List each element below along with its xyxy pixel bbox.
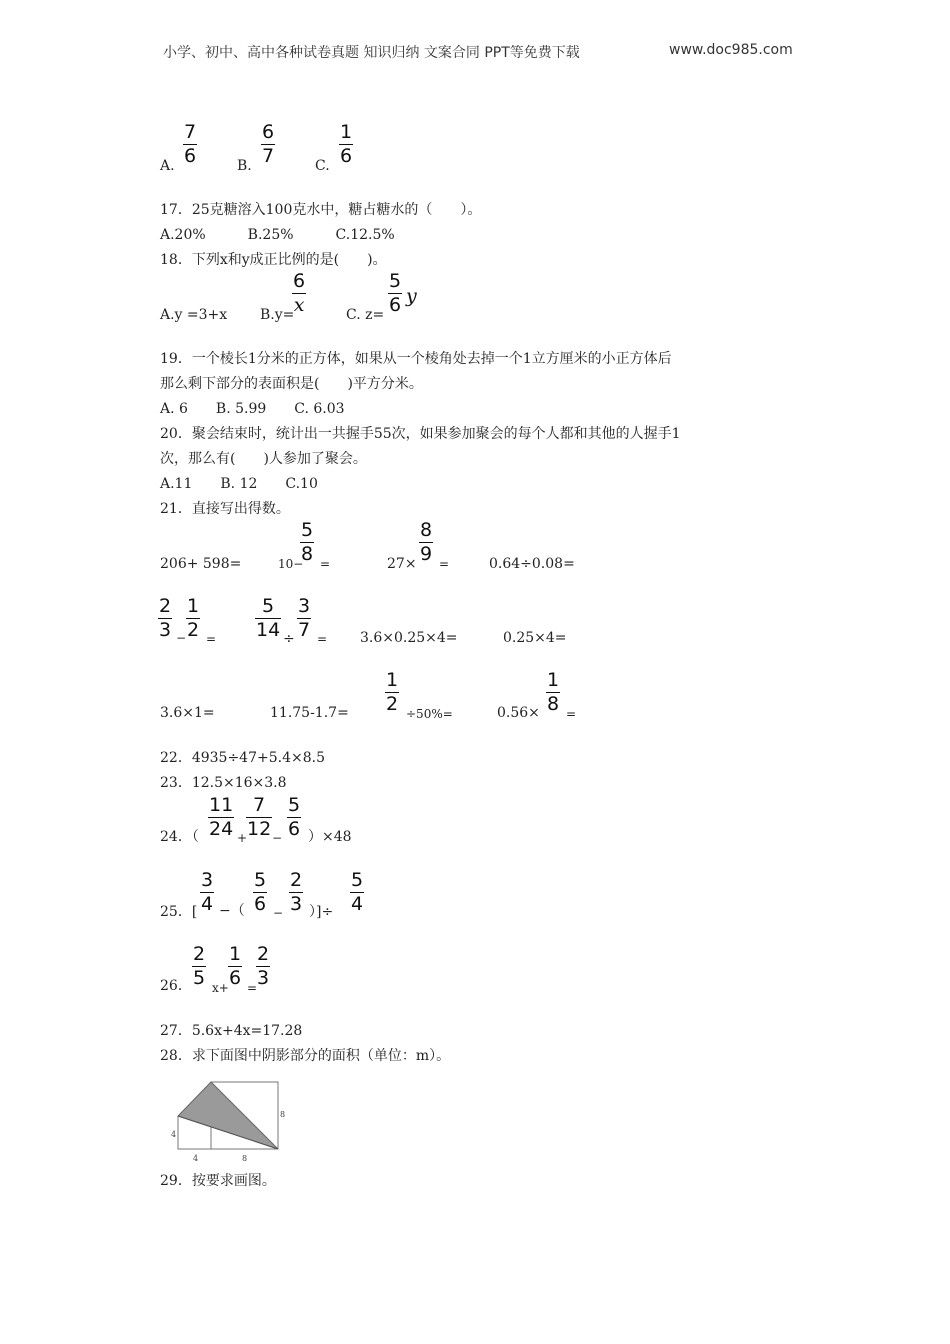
q19-line2: 那么剩下部分的表面积是( )平方分米。 xyxy=(160,376,423,392)
figure-label-right: 8 xyxy=(280,1110,286,1119)
q25-middle: ）]÷ xyxy=(309,904,334,920)
q29-stem: 29．按要求画图。 xyxy=(160,1173,276,1189)
q18-option-b-prefix: B.y= xyxy=(260,307,295,323)
q16-a-fraction: 7 6 xyxy=(184,121,197,167)
q23-expression: 23．12.5×16×3.8 xyxy=(160,775,287,791)
q21-r2-b-fraction2: 3 7 xyxy=(298,595,311,641)
q27-equation: 27．5.6x+4x=17.28 xyxy=(160,1023,303,1039)
header-site: www.doc985.com xyxy=(669,42,793,58)
q25-operator2: − xyxy=(273,906,284,920)
q20-options: A.11 B. 12 C.10 xyxy=(160,476,318,492)
q21-r2-d: 0.25×4= xyxy=(503,630,567,646)
q28-figure xyxy=(168,1078,288,1168)
q24-label: 24．（ xyxy=(160,829,199,845)
q25-fraction1: 3 4 xyxy=(201,869,214,915)
q21-r3-d-prefix: 0.56× xyxy=(497,705,540,721)
q24-operator2: − xyxy=(272,831,283,845)
q20-line1: 20．聚会结束时，统计出一共握手55次，如果参加聚会的每个人都和其他的人握手1 xyxy=(160,426,681,442)
q21-r3-c-fraction: 1 2 xyxy=(386,669,399,715)
q19-line1: 19．一个棱长1分米的正方体，如果从一个棱角处去掉一个1立方厘米的小正方体后 xyxy=(160,351,672,367)
q21-r2-b-equals: = xyxy=(317,632,328,646)
q21-r1-c-prefix: 27× xyxy=(387,556,417,572)
q21-r1-b-equals: = xyxy=(320,557,331,571)
figure-label-left: 4 xyxy=(171,1130,177,1139)
q26-middle: x+ xyxy=(212,981,229,995)
q19-options: A. 6 B. 5.99 C. 6.03 xyxy=(160,401,345,417)
q16-b-label: B. xyxy=(237,158,252,174)
q21-r2-a-operator: − xyxy=(176,631,187,645)
q26-fraction3: 2 3 xyxy=(257,943,270,989)
q18-option-c-fraction: 5 6 xyxy=(389,270,402,316)
q22-expression: 22．4935÷47+5.4×8.5 xyxy=(160,750,325,766)
q24-fraction1: 11 24 xyxy=(209,794,234,840)
q21-r2-a-fraction1: 2 3 xyxy=(159,595,172,641)
q21-r1-d: 0.64÷0.08= xyxy=(489,556,575,572)
q25-fraction3: 2 3 xyxy=(290,869,303,915)
q21-stem: 21．直接写出得数。 xyxy=(160,501,290,517)
figure-label-bottom-large: 8 xyxy=(242,1154,248,1163)
figure-label-bottom-small: 4 xyxy=(193,1154,199,1163)
q25-operator1: −（ xyxy=(219,903,245,919)
q18-option-a: A.y =3+x xyxy=(160,307,228,323)
q16-a-label: A. xyxy=(160,158,175,174)
q18-option-b-fraction: 6 x xyxy=(293,270,306,316)
q21-r1-b-fraction: 5 8 xyxy=(301,519,314,565)
q24-fraction2: 7 12 xyxy=(247,794,272,840)
q21-r1-b-prefix: 10− xyxy=(278,557,304,571)
q24-suffix: ）×48 xyxy=(308,829,352,845)
figure-shaded-triangle xyxy=(178,1082,278,1149)
q21-r1-a: 206+ 598= xyxy=(160,556,242,572)
q25-fraction4: 5 4 xyxy=(351,869,364,915)
q21-r1-c-equals: = xyxy=(439,557,450,571)
q21-r2-b-fraction1: 5 14 xyxy=(256,595,281,641)
q21-r3-d-equals: = xyxy=(566,707,577,721)
q21-r2-c: 3.6×0.25×4= xyxy=(360,630,458,646)
header-text: 小学、初中、高中各种试卷真题 知识归纳 文案合同 PPT等免费下载 xyxy=(163,45,580,61)
q16-c-fraction: 1 6 xyxy=(340,121,353,167)
q24-fraction3: 5 6 xyxy=(288,794,301,840)
q26-fraction2: 1 6 xyxy=(229,943,242,989)
q21-r3-c-suffix: ÷50%= xyxy=(406,707,453,721)
q16-b-fraction: 6 7 xyxy=(262,121,275,167)
q26-equals: = xyxy=(247,981,258,995)
q17-options: A.20% B.25% C.12.5% xyxy=(160,227,395,243)
q21-r1-c-fraction: 8 9 xyxy=(420,519,433,565)
q24-operator1: + xyxy=(237,831,248,845)
q26-label: 26． xyxy=(160,978,192,994)
q21-r3-b: 11.75-1.7= xyxy=(270,705,349,721)
q17-stem: 17．25克糖溶入100克水中，糖占糖水的（ ）。 xyxy=(160,202,482,218)
q18-option-c-variable: y xyxy=(406,285,417,307)
q28-stem: 28．求下面图中阴影部分的面积（单位：m）。 xyxy=(160,1048,451,1064)
q18-stem: 18．下列x和y成正比例的是( )。 xyxy=(160,252,387,268)
q20-line2: 次，那么有( )人参加了聚会。 xyxy=(160,451,367,467)
q21-r2-b-operator: ÷ xyxy=(283,631,295,647)
q21-r3-d-fraction: 1 8 xyxy=(547,669,560,715)
q21-r2-a-equals: = xyxy=(206,632,217,646)
q21-r3-a: 3.6×1= xyxy=(160,705,215,721)
q16-c-label: C. xyxy=(315,158,330,174)
q26-fraction1: 2 5 xyxy=(193,943,206,989)
q18-option-c-prefix: C. z= xyxy=(346,307,385,323)
q21-r2-a-fraction2: 1 2 xyxy=(187,595,200,641)
q25-fraction2: 5 6 xyxy=(254,869,267,915)
q25-label: 25．[ xyxy=(160,904,198,920)
